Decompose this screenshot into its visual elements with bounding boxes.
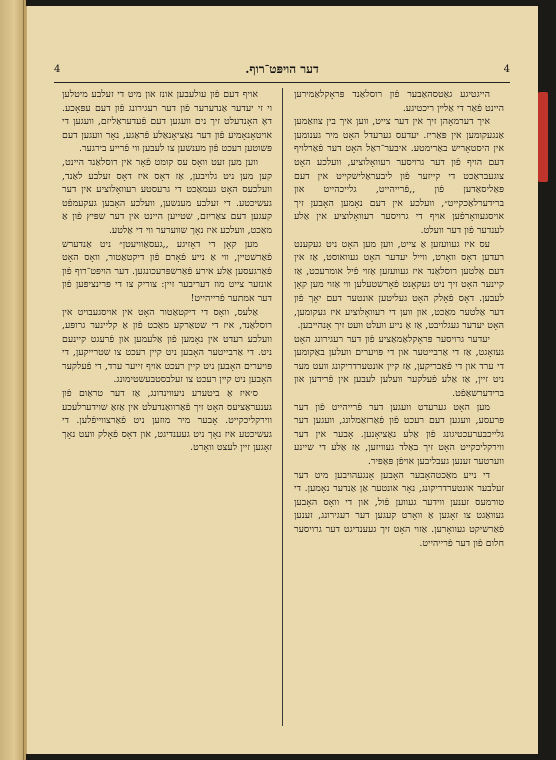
running-title: דער הויפּט־רוף. [245, 62, 319, 76]
paragraph: עס איז געוועזען אַ צייט, ווען מען האָט ניט געקענט רעדען דאָס וואָרט, ווייל יעדער האָט געוואוסט, אַז אין דעם אַלטען רוסלאַנד איז געוועזען אַזוי פֿיל אומרעכט, אַז קיינער האָט זיך ניט געקאָנט פֿאָרשטעלען ווי אַזוי מען קאָן לעבען. דאָס פֿאָלק האָט געליטען אונטער דעם יאָך פֿון דער אַלטער מאַכט, און ווען די רעוואָלוציע איז געקומען, האָט יעדער געגלויבט, אַז אַ נייע וועלט וועט זיך אָנהייבען. [294, 238, 504, 332]
page-number-right: 4 [503, 64, 510, 75]
page-tab-marker [538, 92, 548, 182]
paragraph: די נייע מאַכטהאָבער האָבען אָנגעהויבען מיט דער זעלבער אונטערדריקונג, נאָר אונטער אַן אַנדער נאָמען. די טורמעס זענען ווידער געווען פֿול, און די וואָס האָבען געוואַגט צו זאָגען אַ וואָרט קעגען דער רעגירונג, זענען פֿאַרשיקט געוואָרען. אַזוי האָט זיך געענדיגט דער גרויסער חלום פֿון דער פֿרייהייט. [294, 469, 504, 549]
paragraph: אַלעס, וואָס די דיקטאַטור האָט אין אויסגעבויט אין רוסלאַנד, איז די שטאַרקע מאַכט פֿון אַ קליינער גרופּע, וועלכע רעדט אין נאָמען פֿון אַלעמען און פֿרעגט קיינעם ניט. די אַרבייטער האָבען ניט קיין רעכט צו שטרייקען, די פּויערים האָבען ניט קיין רעכט אויף זייער ערד, די פֿעלקער האָבען ניט קיין רעכט צו זעלבסטבעשטימונג. [62, 306, 272, 386]
paragraph: מען האָט גערעדט וועגען דער פֿרייהייט פֿון דער פּרעסע, וועגען דעם רעכט פֿון פֿאַרזאַמלונג, וועגען דער גלייכבערעכטיגונג פֿון אַלע נאַציאָנען. אָבער אין דער ווירקליכקייט האָט זיך באַלד געוויזען, אַז אַלע די שיינע ווערטער זענען געבליבען אויפֿן פּאַפּיר. [294, 401, 504, 468]
page-header [54, 62, 510, 82]
book-spine [0, 0, 26, 760]
paragraph: מען קאָן די דאָזיגע ,,געסאַוויעטן״ ניט אַנדערש פֿאַרשטיין, ווי אַ נייע פֿאָרם פֿון דיקטאַטור, וואָס האָט פֿאַרגעסען אַלע אירע פֿאַרשפּרעכונגען. דער הויפּט־רוף פֿון אונזער צייט מוז דעריבער זיין: צוריק צו די פּרינציפּען פֿון דער אמתער פֿרייהייט! [62, 238, 272, 304]
text-column-right [294, 88, 504, 726]
text-column-left [62, 88, 272, 726]
page-number-left: 4 [54, 64, 61, 75]
paragraph: הייגטיגע גאַטסהאַבער פֿון רוסלאַנד פּראָקלאַמירען היינט פֿאַר די אַלײן ריכטיגע. [294, 89, 504, 114]
paragraph: יעדער גרויסער פּראָקלאַמאַציע פֿון דער רעגירונג האָט געזאָגט, אַז די אַרבייטער און די פּויערים וועלען באַקומען די ערד און די פֿאַבריקען, אַז קיין אונטערדריקונג וועט מער ניט זיין, אַז אַלע פֿעלקער וועלען לעבען אין פֿרידען און ברידערשאַפֿט. [294, 333, 504, 400]
paragraph: ס׳איז אַ ביטערע ניעווינדונג, אַז דער טראַום פֿון גענעראַציעס האָט זיך פֿאַרוואַנדעלט אין אַזאַ שוידערלעכע ווירקליכקייט. אָבער מיר מוזען ניט פֿאַרצווייפֿלען. די געשיכטע איז נאָך ניט געענדיגט, און דאָס פֿאָלק וועט נאָך זאָגען זיין לעצט וואָרט. [62, 388, 272, 454]
book-page [26, 6, 538, 754]
header-rule [54, 82, 510, 83]
paragraph: ווען מען זעט וואָס עס קומט פֿאָר אין רוסלאַנד היינט, קען מען ניט גלויבען, אַז דאָס איז דאָס זעלבע לאַנד, וועלכעס האָט געמאַכט די גרעסטע רעוואָלוציע אין דער געשיכטע. די זעלבע מענשען, וועלכע האָבען געקעמפֿט קעגען דעם צאַריזם, שטייען היינט אין דער שפּיץ פֿון אַ מאַכט, וועלכע איז נאָך שווערער ווי די אַלטע. [62, 156, 272, 236]
paragraph: איך דערמאָהן זיך אין דער צייט, ווען איך בין צוזאַמען אַנגעקומען אין פּאַריז. יעדעס גערעדל האָט מיר גענומען אין היסטאָריש באַרימטע. איבער־ראַל האָט דער פֿאַרלויף דעם הויף פֿון דער גרויסער רעוואָלוציע, וועלכע האָט צוגעבראַכט די קייזער פֿון ליבעראַלישקייט אין דעם פּאַליסאַדען פֿון ,,פֿרייהייט, גלייכהייט און ברידערלאַכקייט״, וועלכע אין דעם נאָמען האָבען זיך אויסגעוואָרפֿען אויף די גרויסער רעוואָלוציע אין אַלע לענדער פֿון דער וועלט. [294, 116, 504, 236]
paragraph: אויף דעם פֿון עולעבען אונז און מיט די זעלבע מיטלען וי זי יעדער אַנדערער פֿון דער רעגירונג פֿון דעם עפּאָכע. דאָ האָנדעלט זיך נים וועגען דעם פֿעדעראַליזם, וועגען די אויטאָנאָמיע פֿון דער נאַציאָנאַלע פֿראַגע, נאָר וועגען דעם פּשוטען רעכט פֿון מענשען צו לעבען ווי פֿרייע בירגער. [62, 89, 272, 155]
column-divider [282, 88, 283, 726]
